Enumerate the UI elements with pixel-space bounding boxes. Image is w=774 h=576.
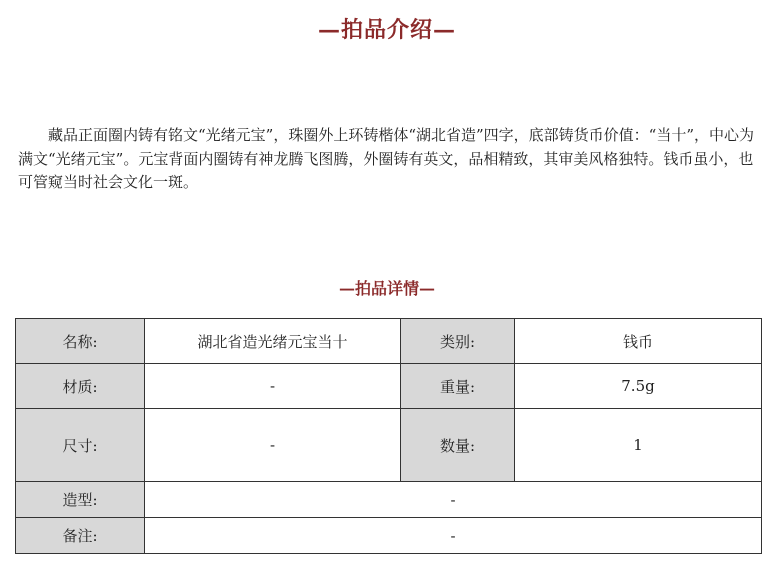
- size-value: -: [145, 409, 401, 482]
- table-row-size: [16, 409, 762, 482]
- details-table: [15, 318, 762, 554]
- material-label: 材质:: [16, 364, 145, 409]
- remarks-value: -: [145, 518, 762, 554]
- table-row-shape: [16, 482, 762, 518]
- category-label: 类别:: [401, 319, 515, 364]
- remarks-label: 备注:: [16, 518, 145, 554]
- intro-text: 藏品正面圈内铸有铭文“光绪元宝”，珠圈外上环铸楷体“湖北省造”四字，底部铸货币价值：“当十”，中心为满文“光绪元宝”。元宝背面内圈铸有神龙腾飞图腾，外圈铸有英文，品相精致，其审美风格独特。钱币虽小，也可管窥当时社会文化一斑。: [18, 126, 755, 191]
- name-label: 名称:: [16, 319, 145, 364]
- shape-value: -: [145, 482, 762, 518]
- material-value: -: [145, 364, 401, 409]
- table-row-remarks: [16, 518, 762, 554]
- weight-value: 7.5g: [515, 364, 762, 409]
- size-label: 尺寸:: [16, 409, 145, 482]
- table-row-material: [16, 364, 762, 409]
- category-value: 钱币: [515, 319, 762, 364]
- weight-label: 重量:: [401, 364, 515, 409]
- quantity-label: 数量:: [401, 409, 515, 482]
- quantity-value: 1: [515, 409, 762, 482]
- intro-title: —拍品介绍—: [317, 17, 456, 43]
- details-title: —拍品详情—: [338, 279, 435, 298]
- table-row-name: [16, 319, 762, 364]
- shape-label: 造型:: [16, 482, 145, 518]
- name-value: 湖北省造光绪元宝当十: [145, 319, 401, 364]
